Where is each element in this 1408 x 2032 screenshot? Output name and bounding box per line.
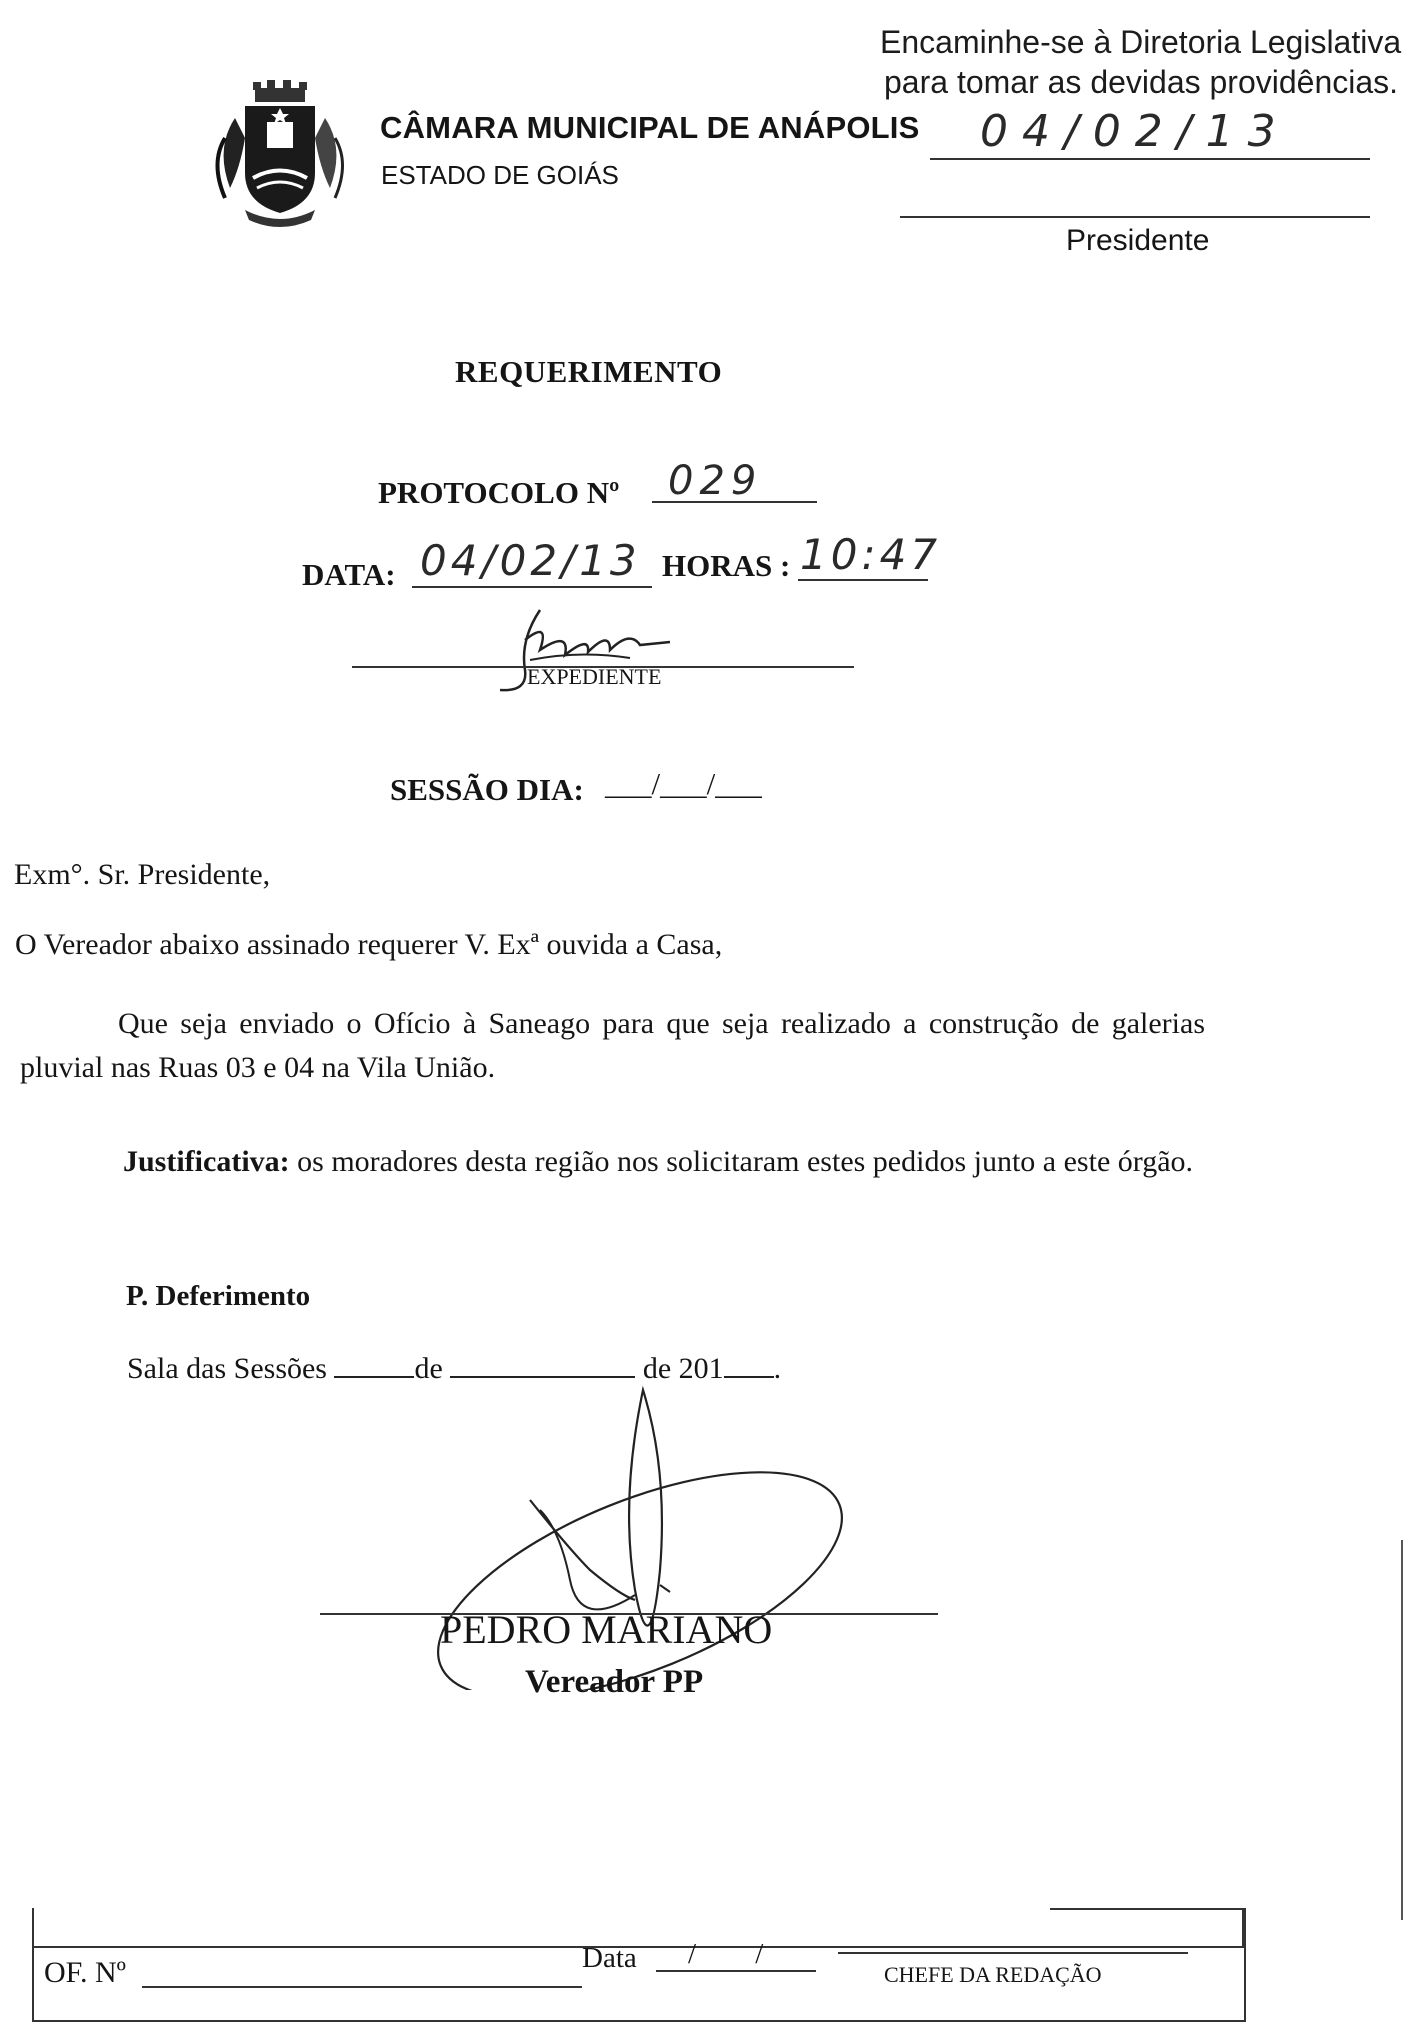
stamp-line-2: para tomar as devidas providências.	[884, 64, 1399, 100]
closing-text: P. Deferimento	[126, 1280, 311, 1312]
session-room-end: .	[773, 1352, 782, 1385]
protocol-underline	[652, 501, 817, 503]
footer-of-label: OF. Nº	[44, 1956, 126, 1989]
session-room-month-blank	[450, 1375, 635, 1378]
session-room-day-blank	[334, 1375, 414, 1378]
request-paragraph: Que seja enviado o Ofício à Saneago para que seja realizado a construção de galerias pluvial nas Ruas 03 e 04 na Vila União.	[20, 1007, 1205, 1084]
footer-chief-line	[838, 1952, 1188, 1954]
institution-name: CÂMARA MUNICIPAL DE ANÁPOLIS	[380, 110, 920, 145]
state-name: ESTADO DE GOIÁS	[381, 160, 619, 190]
protocol-number: 029	[668, 458, 763, 504]
session-room-year-blank	[724, 1375, 774, 1378]
forwarding-stamp	[870, 10, 1402, 270]
justification-label: Justificativa:	[123, 1145, 290, 1178]
hours-underline	[798, 579, 928, 581]
intro-paragraph: O Vereador abaixo assinado requerer V. Exª ouvida a Casa,	[15, 928, 723, 961]
coat-of-arms-logo	[205, 78, 355, 228]
session-label: SESSÃO DIA:	[390, 772, 584, 807]
stamp-signature-line	[900, 216, 1370, 218]
salutation: Exm°. Sr. Presidente,	[14, 858, 271, 891]
stamp-role: Presidente	[1066, 224, 1210, 257]
document-title: REQUERIMENTO	[455, 354, 723, 389]
footer-of-line	[142, 1986, 582, 1988]
footer-box-top-line	[32, 1946, 1244, 1948]
session-room-prefix: Sala das Sessões	[127, 1352, 327, 1385]
justification-paragraph	[24, 1140, 1209, 1184]
expediente-label: EXPEDIENTE	[527, 664, 662, 689]
protocol-label: PROTOCOLO Nº	[378, 475, 620, 510]
footer-date-label: Data	[582, 1942, 637, 1974]
signer-name: PEDRO MARIANO	[440, 1607, 773, 1652]
date-underline	[412, 586, 652, 588]
stamp-line-1: Encaminhe-se à Diretoria Legislativa	[880, 24, 1402, 60]
footer-box-upper-line	[1050, 1908, 1244, 1910]
scan-edge-line	[1401, 1540, 1403, 1920]
footer-date-line	[656, 1970, 816, 1972]
date-label: DATA:	[302, 557, 396, 592]
stamp-date-line	[930, 158, 1370, 160]
session-room-de-1: de	[414, 1352, 443, 1385]
session-room-de-2: de 201	[642, 1352, 724, 1385]
footer-chief-label: CHEFE DA REDAÇÃO	[884, 1962, 1102, 1987]
hours-label: HORAS :	[662, 548, 791, 583]
footer-box-right-edge	[1242, 1908, 1244, 1948]
justification-text: os moradores desta região nos solicitaram estes pedidos junto a este órgão.	[289, 1145, 1194, 1178]
session-date-blank: ___/___/___	[605, 766, 762, 801]
signer-role: Vereador PP	[525, 1664, 704, 1700]
date-value: 04/02/13	[420, 536, 641, 585]
hours-value: 10:47	[800, 530, 942, 579]
stamp-date-handwritten: 04/02/13	[980, 106, 1290, 157]
footer-date-blank: / /	[688, 1938, 790, 1970]
